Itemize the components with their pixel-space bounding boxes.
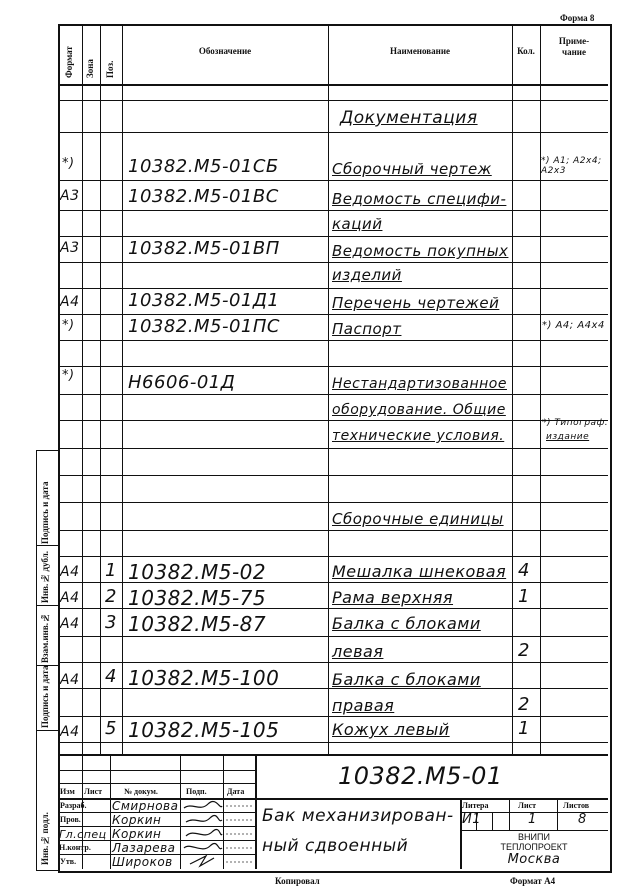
unit-row-name: левая	[332, 642, 384, 661]
row-designation: 10382.М5-01ВС	[128, 186, 279, 207]
row-name: технические условия.	[332, 428, 505, 444]
table-ruling	[58, 132, 608, 133]
table-ruling	[58, 236, 608, 237]
row-name: Паспорт	[332, 320, 402, 338]
table-ruling	[58, 394, 608, 395]
footer-copied: Копировал	[275, 876, 320, 886]
row-designation: 10382.М5-01Д1	[128, 290, 280, 311]
unit-row-designation: 10382.М5-87	[128, 612, 267, 636]
unit-row-designation: 10382.М5-75	[128, 586, 267, 610]
stamp-role: Разраб.	[60, 801, 87, 810]
stamp-role: Н.контр.	[59, 843, 91, 852]
unit-row-format: А4	[60, 564, 80, 580]
stamp-col-date: Дата	[227, 787, 245, 796]
table-ruling	[58, 530, 608, 531]
table-ruling	[58, 288, 608, 289]
unit-row-name: Рама верхняя	[332, 588, 454, 607]
stamp-sheets-value: 8	[578, 812, 587, 827]
table-ruling	[58, 366, 608, 367]
unit-row-pos: 3	[105, 612, 117, 633]
stamp-top-line	[58, 754, 608, 756]
col-header-format: Формат	[64, 46, 74, 78]
stamp-role: Гл.спец	[59, 828, 107, 841]
stamp-role: Утв.	[60, 857, 77, 866]
unit-row-format: А4	[60, 590, 80, 606]
stamp-org-3: Москва	[507, 852, 561, 867]
unit-row-format: А4	[60, 724, 80, 740]
table-ruling	[58, 742, 608, 743]
stamp-sheet-value: 1	[528, 812, 537, 827]
col-header-note: Приме- чание	[558, 36, 590, 57]
row-format: А3	[60, 240, 80, 256]
table-ruling	[58, 100, 608, 101]
side-label-dup: Инв.№ дубл.	[40, 550, 50, 603]
stamp-person: Коркин	[112, 813, 162, 827]
unit-row-pos: 2	[105, 586, 117, 607]
row-name: оборудование. Общие	[332, 402, 506, 418]
unit-row-designation: 10382.М5-100	[128, 666, 280, 690]
stamp-title-line2: ный сдвоенный	[262, 836, 409, 856]
row-format: *)	[62, 156, 75, 171]
table-ruling	[58, 556, 608, 557]
stamp-sheets-label: Листов	[563, 801, 590, 810]
unit-row-pos: 5	[105, 718, 117, 739]
section-title-assembly-units: Сборочные единицы	[332, 510, 504, 528]
stamp-litera-label: Литера	[462, 801, 489, 810]
stamp-sheet-label: Лист	[518, 801, 537, 810]
table-ruling	[58, 475, 608, 476]
section-title-documentation: Документация	[340, 108, 478, 128]
row-name: каций	[332, 215, 383, 233]
table-ruling	[58, 448, 608, 449]
form-label: Форма 8	[560, 13, 595, 23]
unit-row-qty: 1	[518, 718, 530, 739]
stamp-col-sign: Подп.	[186, 787, 207, 796]
table-ruling	[58, 636, 608, 637]
stamp-col-list: Лист	[84, 787, 103, 796]
stamp-title-line1: Бак механизирован-	[262, 806, 454, 826]
footer-format: Формат А4	[510, 876, 556, 886]
unit-row-name: Кожух левый	[332, 720, 450, 739]
row-format: А4	[60, 294, 80, 310]
unit-row-designation: 10382.М5-02	[128, 560, 267, 584]
side-label-orig: Инв.№ подл.	[40, 812, 50, 865]
unit-row-designation: 10382.М5-105	[128, 718, 280, 742]
row-note: издание	[546, 432, 590, 442]
stamp-org-1: ВНИПИ	[518, 832, 550, 842]
row-designation: Н6606-01Д	[128, 372, 236, 393]
row-note: *) А1; А2х4; А2х3	[541, 156, 602, 176]
table-ruling	[58, 210, 608, 211]
row-format: А3	[60, 188, 80, 204]
table-ruling	[58, 314, 608, 315]
stamp-doc-number: 10382.М5-01	[338, 762, 503, 790]
table-ruling	[58, 716, 608, 717]
row-designation: 10382.М5-01СБ	[128, 156, 279, 177]
unit-row-name: правая	[332, 696, 395, 715]
table-ruling	[58, 420, 608, 421]
stamp-role: Пров.	[60, 815, 81, 824]
table-ruling	[58, 502, 608, 503]
signatures-graphic	[180, 798, 255, 869]
side-label-replace: Взам.инв.№	[40, 613, 50, 663]
unit-row-pos: 4	[105, 666, 117, 687]
stamp-person: Широков	[112, 855, 173, 869]
row-format: *)	[62, 318, 75, 333]
row-designation: 10382.М5-01ВП	[128, 238, 280, 259]
side-label-sign-date-1: Подпись и дата	[40, 481, 50, 544]
unit-row-pos: 1	[105, 560, 117, 581]
col-header-designation: Обозначение	[198, 46, 252, 56]
col-header-pos: Поз.	[105, 60, 115, 78]
row-note: *) А4; А4х4	[542, 320, 605, 331]
unit-row-name: Мешалка шнековая	[332, 562, 507, 581]
col-header-name: Наименование	[390, 46, 450, 56]
side-label-sign-date-2: Подпись и дата	[40, 665, 50, 728]
stamp-person: Смирнова	[112, 799, 179, 813]
row-name: Ведомость покупных	[332, 242, 509, 260]
row-name: Сборочный чертеж	[332, 160, 492, 178]
unit-row-name: Балка с блоками	[332, 670, 481, 689]
stamp-org-2: ТЕПЛОПРОЕКТ	[500, 842, 568, 852]
unit-row-qty: 2	[518, 640, 530, 661]
row-name: Нестандартизованное	[332, 376, 507, 392]
col-header-zone: Зона	[85, 59, 95, 78]
unit-row-qty: 4	[518, 560, 530, 581]
row-format: *)	[62, 368, 75, 383]
table-ruling	[58, 662, 608, 663]
stamp-litera-value: И1	[462, 812, 481, 827]
unit-row-qty: 1	[518, 586, 530, 607]
col-header-qty: Кол.	[517, 46, 535, 56]
row-name: Перечень чертежей	[332, 294, 500, 312]
row-note: *) Типограф.	[542, 418, 609, 428]
stamp-col-izm: Изм	[60, 787, 75, 796]
table-ruling	[58, 340, 608, 341]
stamp-col-doc: № докум.	[124, 787, 158, 796]
stamp-person: Коркин	[112, 827, 162, 841]
row-name: Ведомость специфи-	[332, 190, 507, 208]
row-name: изделий	[332, 266, 402, 284]
unit-row-format: А4	[60, 672, 80, 688]
table-ruling	[58, 262, 608, 263]
unit-row-name: Балка с блоками	[332, 614, 481, 633]
unit-row-qty: 2	[518, 694, 530, 715]
table-ruling	[58, 180, 608, 181]
unit-row-format: А4	[60, 616, 80, 632]
stamp-person: Лазарева	[112, 841, 176, 855]
row-designation: 10382.М5-01ПС	[128, 316, 280, 337]
